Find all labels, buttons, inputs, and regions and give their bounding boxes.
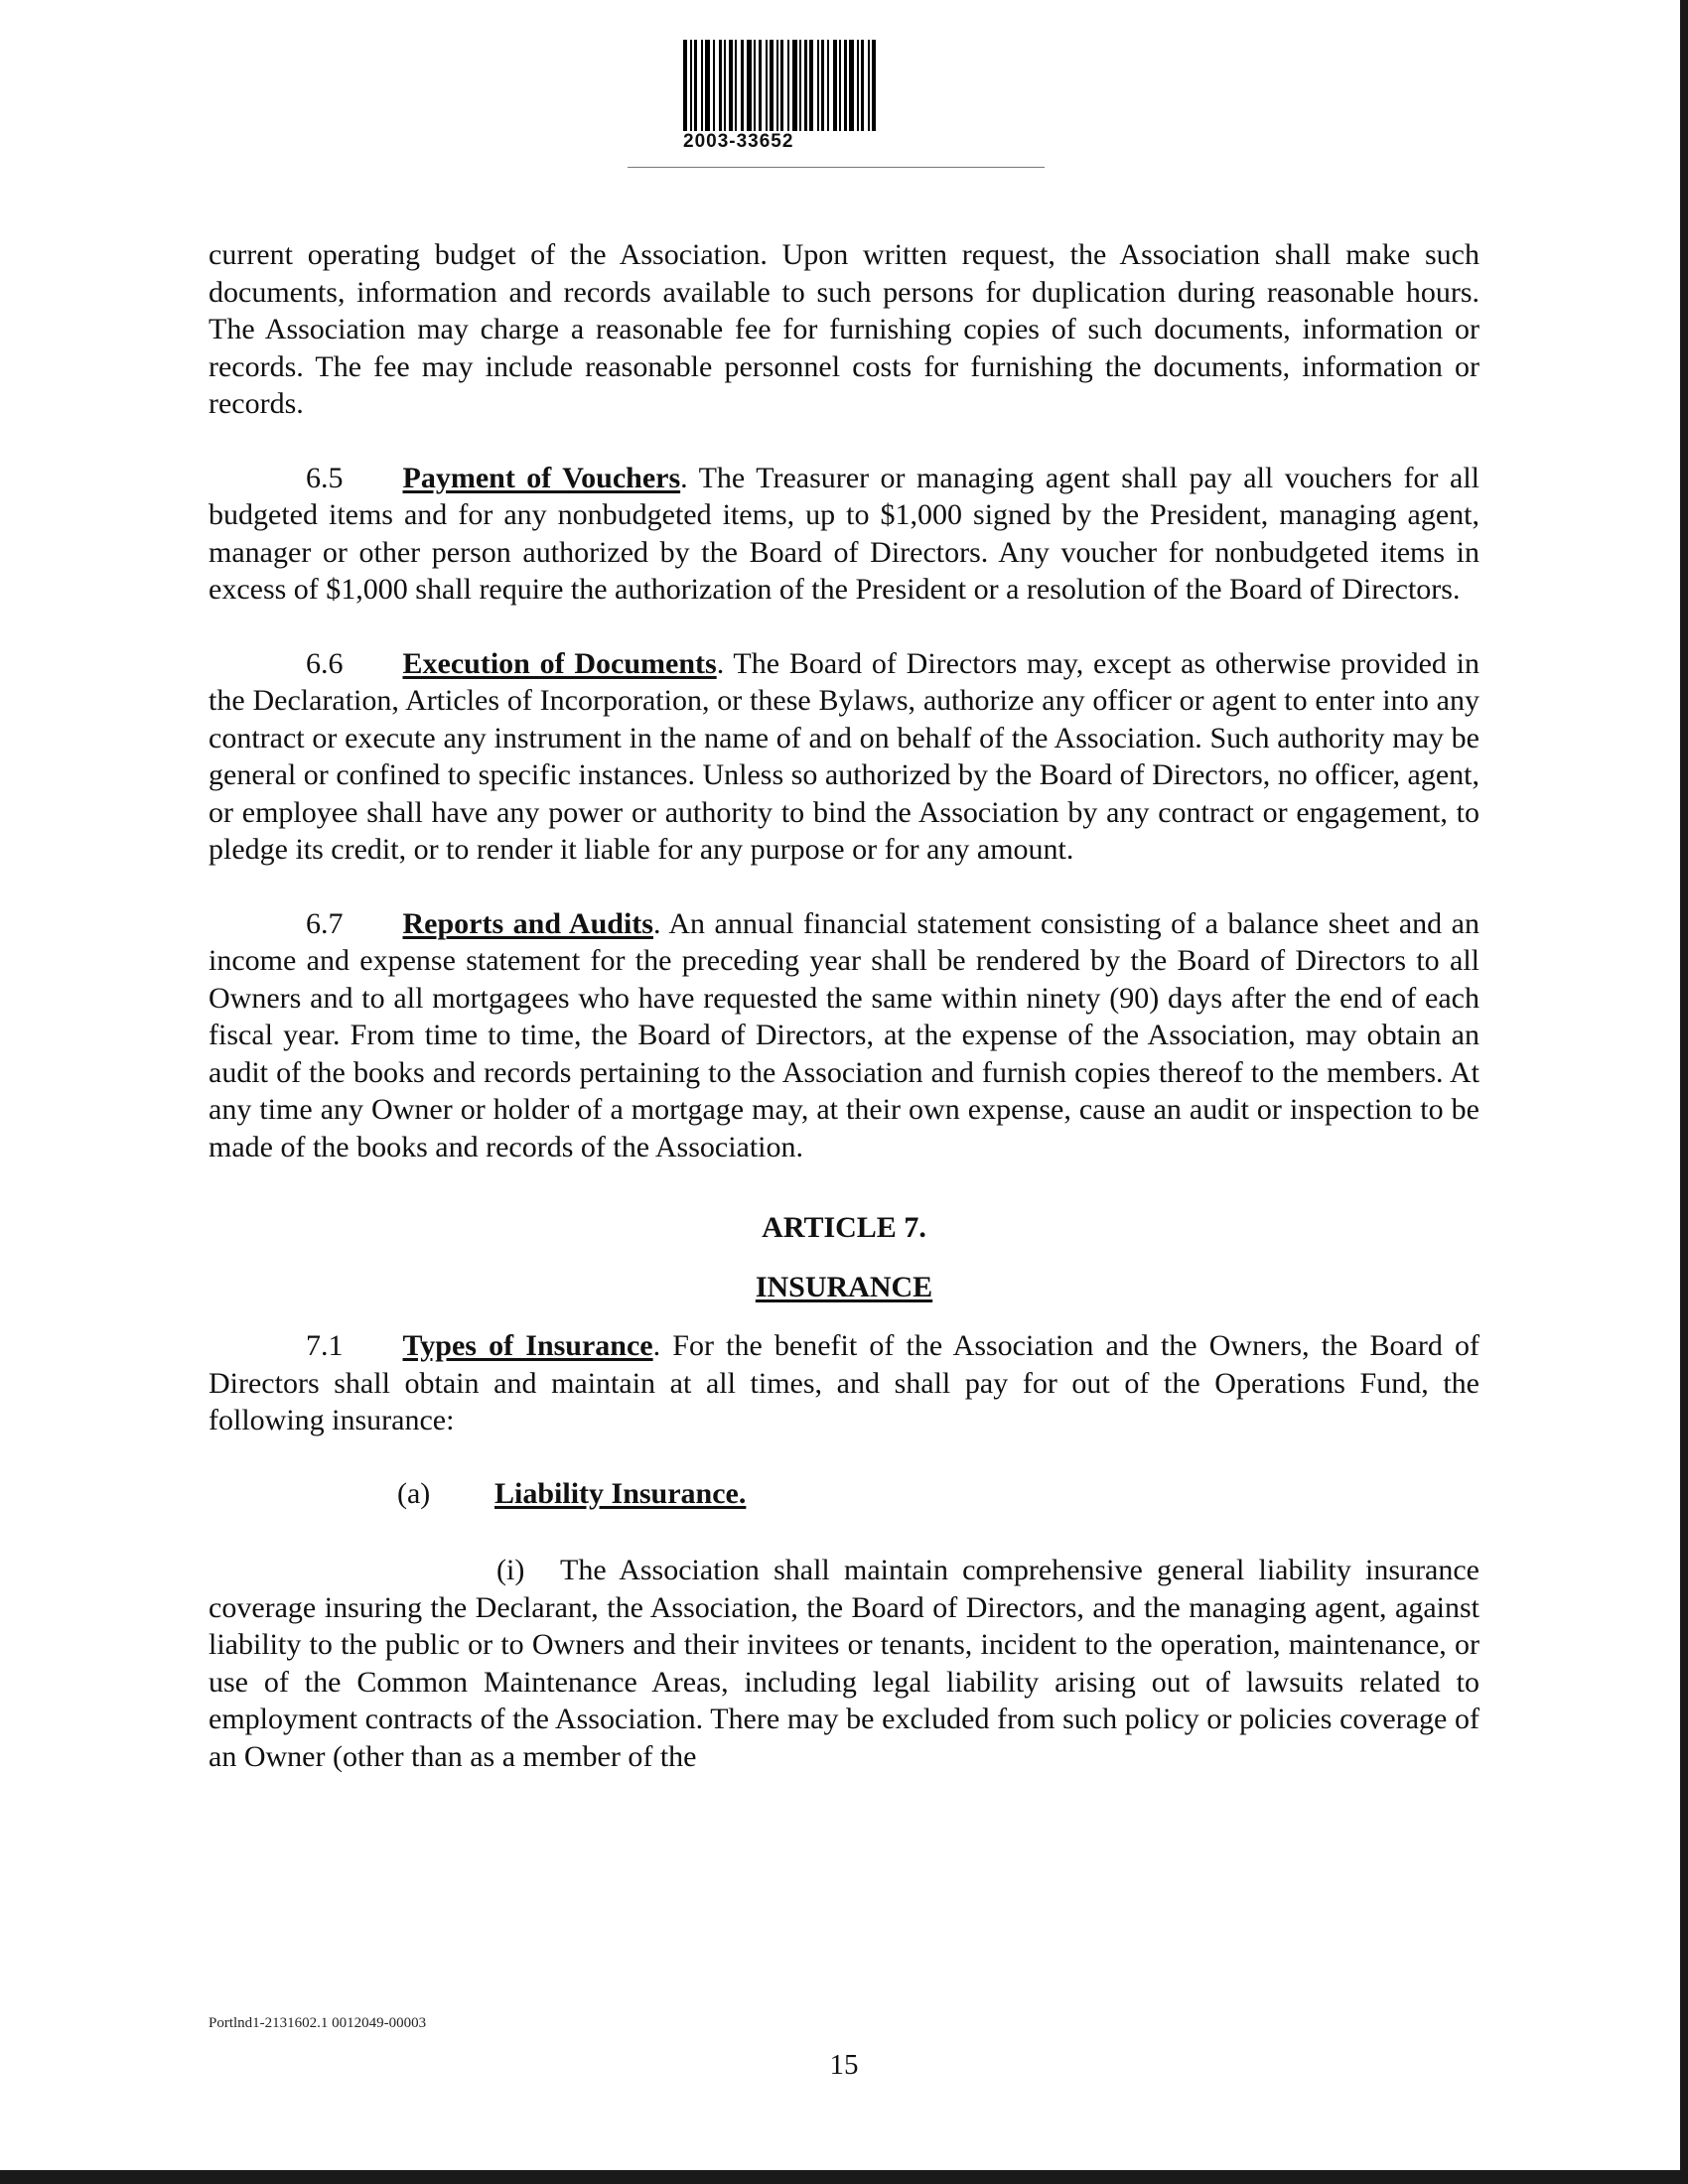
section-6-6 <box>209 645 1479 869</box>
section-6-5 <box>209 460 1479 609</box>
section-body: . The Treasurer or managing agent shall pay all vouchers for all budgeted items and for any nonbudgeted items, up to $1,000 signed by the President, managing agent, manager or other person authorized by the Board of Directors. Any voucher for nonbudgeted items in excess of $1,000 shall require the authorization of the President or a resolution of the Board of Directors. <box>209 461 1480 606</box>
barcode-bars <box>683 40 981 131</box>
section-number: 6.7 <box>306 906 344 940</box>
barcode <box>683 40 981 153</box>
section-heading: Reports and Audits <box>402 906 653 940</box>
section-heading: Payment of Vouchers <box>402 461 681 494</box>
barcode-number: 2003-33652 <box>683 131 794 152</box>
subsection-body: The Association shall maintain comprehensive general liability insurance coverage insuring the Declarant, the Association, the Board of Directors, and the managing agent, against liability to the public or to Owners and their invitees or tenants, incident to the operation, maintenance, or use of the Common Maintenance Areas, including legal liability arising out of lawsuits related to employment contracts of the Association. There may be excluded from such policy or policies coverage of an Owner (other than as a member of the <box>209 1554 1479 1773</box>
scan-border-right <box>1680 0 1688 2184</box>
subsection-label: (a) <box>397 1476 431 1510</box>
scan-border-bottom <box>0 2170 1688 2184</box>
intro-paragraph: current operating budget of the Association. Upon written request, the Association shall make such documents, information and records available to such persons for duplication during reasonable hours. The Association may charge a reasonable fee for furnishing copies of such documents, information or records. The fee may include reasonable personnel costs for furnishing the documents, information or records. <box>209 238 1479 420</box>
article-title: INSURANCE <box>755 1270 933 1303</box>
section-body: . The Board of Directors may, except as otherwise provided in the Declaration, Articles of Incorporation, or these Bylaws, authorize any officer or agent to enter into any contract or execute any instrument in the name of and on behalf of the Association. Such authority may be general or confined to specific instances. Unless so authorized by the Board of Directors, no officer, agent, or employee shall have any power or authority to bind the Association by any contract or engagement, to pledge its credit, or to render it liable for any purpose or for any amount. <box>209 646 1479 866</box>
article-label: ARTICLE 7. <box>762 1211 926 1244</box>
section-heading: Types of Insurance <box>402 1329 653 1362</box>
section-body: . For the benefit of the Association and the Owners, the Board of Directors shall obtain and maintain at all times, and shall pay for out of the Operations Fund, the following insurance: <box>209 1329 1479 1436</box>
section-6-7 <box>209 905 1479 1166</box>
document-reference: Portlnd1-2131602.1 0012049-00003 <box>209 2015 427 2031</box>
section-body: . An annual financial statement consisting of a balance sheet and an income and expense statement for the preceding year shall be rendered by the Board of Directors to all Owners and to all mortgagees who have requested the same within ninety (90) days after the end of each fiscal year. From time to time, the Board of Directors, at the expense of the Association, may obtain an audit of the books and records pertaining to the Association and furnish copies thereof to the members. At any time any Owner or holder of a mortgage may, at their own expense, cause an audit or inspection to be made of the books and records of the Association. <box>209 906 1479 1163</box>
section-number: 7.1 <box>306 1329 344 1362</box>
document-body <box>209 236 1479 1775</box>
subsection-i <box>209 1552 1479 1775</box>
subsection-heading: Liability Insurance. <box>494 1476 747 1510</box>
barcode-underline <box>628 167 1045 168</box>
subsection-label: (i) <box>496 1554 525 1586</box>
section-number: 6.6 <box>306 646 344 680</box>
section-7-1 <box>209 1327 1479 1439</box>
section-number: 6.5 <box>306 461 344 494</box>
subsection-a <box>209 1475 1479 1513</box>
page-number: 15 <box>829 2049 859 2081</box>
section-heading: Execution of Documents <box>402 646 717 680</box>
